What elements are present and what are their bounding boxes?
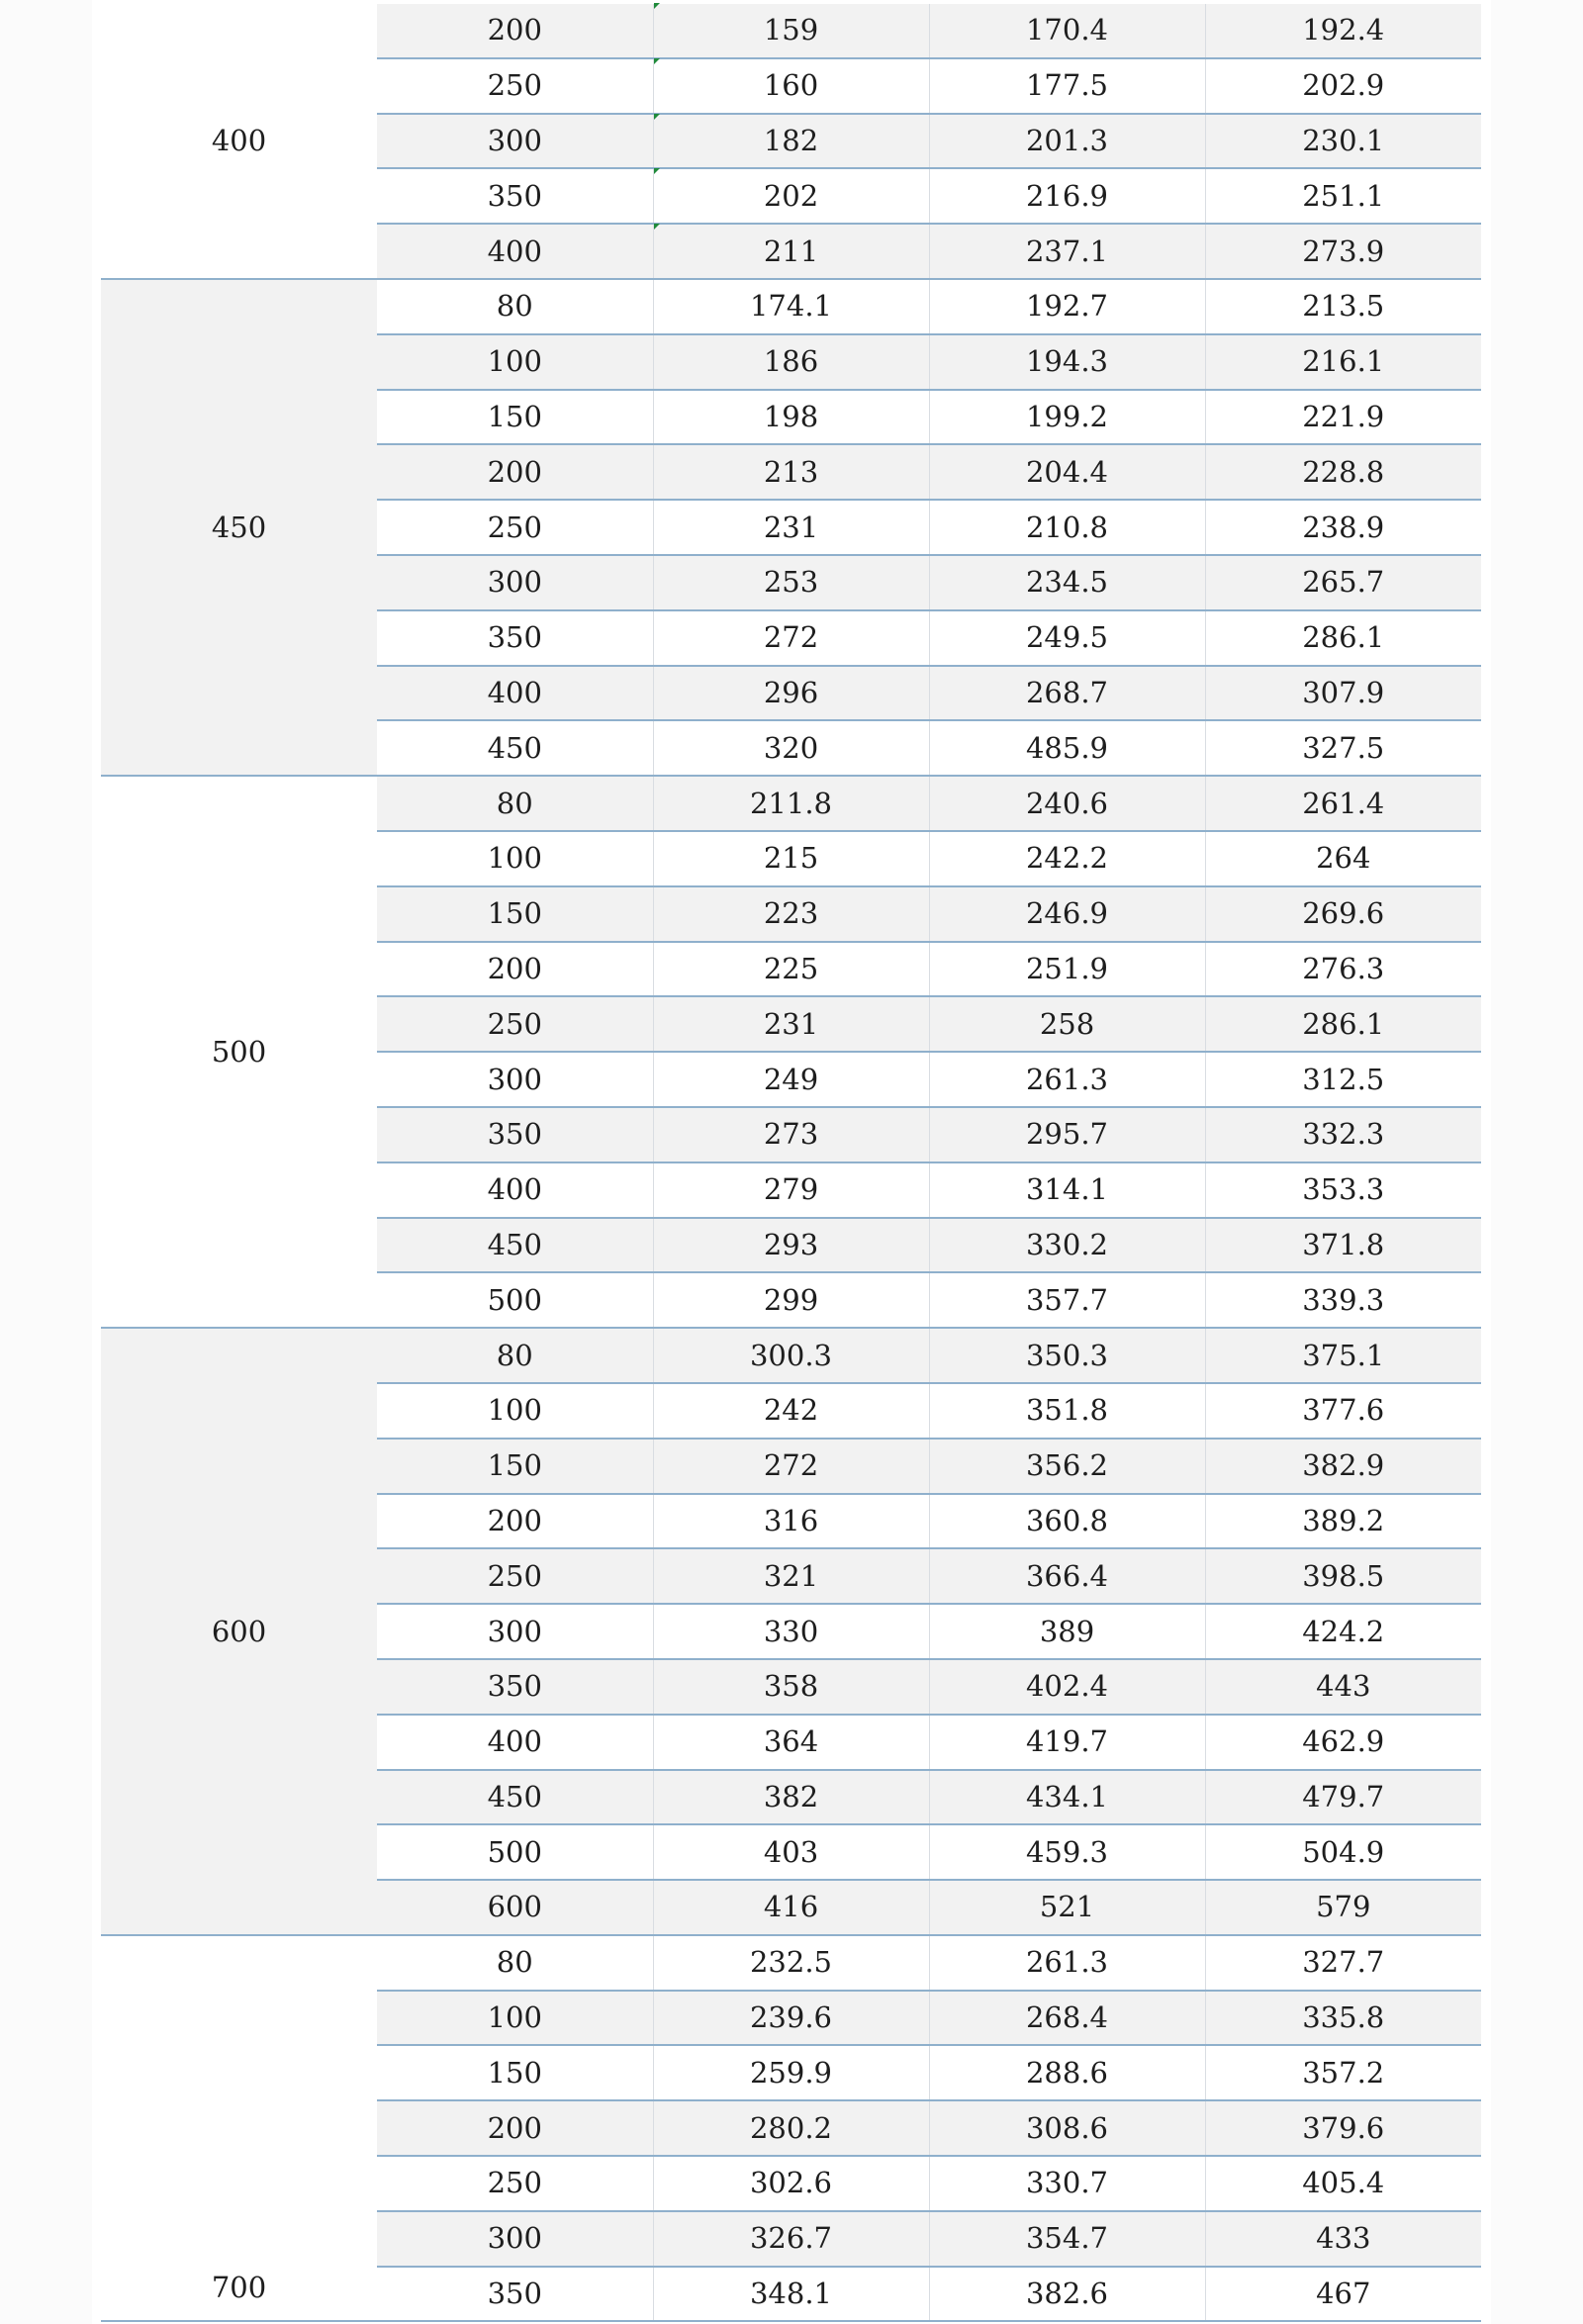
branch-size-cell: 250	[377, 58, 653, 114]
value-cell: 405.4	[1205, 2156, 1481, 2211]
value-cell: 521	[929, 1880, 1205, 1935]
value-cell: 211.8	[653, 776, 929, 831]
branch-size-cell: 150	[377, 886, 653, 942]
value-cell: 379.6	[1205, 2100, 1481, 2156]
value-cell: 330	[653, 1604, 929, 1659]
branch-size-cell: 350	[377, 2267, 653, 2322]
value-cell: 276.3	[1205, 942, 1481, 997]
value-cell: 335.8	[1205, 1991, 1481, 2046]
value-cell: 177.5	[929, 58, 1205, 114]
table-body	[101, 4, 1481, 2321]
value-cell: 192.4	[1205, 4, 1481, 58]
branch-size-cell: 200	[377, 1494, 653, 1549]
value-cell: 358	[653, 1659, 929, 1715]
branch-size-cell: 400	[377, 666, 653, 721]
value-cell: 242.2	[929, 831, 1205, 886]
branch-size-cell: 350	[377, 1659, 653, 1715]
value-cell: 272	[653, 610, 929, 666]
value-cell: 371.8	[1205, 1218, 1481, 1273]
value-cell: 160	[653, 58, 929, 114]
value-cell: 326.7	[653, 2211, 929, 2267]
value-cell: 215	[653, 831, 929, 886]
value-cell: 479.7	[1205, 1770, 1481, 1825]
value-cell: 201.3	[929, 114, 1205, 169]
branch-size-cell: 80	[377, 1935, 653, 1991]
value-cell: 223	[653, 886, 929, 942]
group-nominal-size-cell: 400	[101, 4, 377, 279]
branch-size-cell: 400	[377, 1162, 653, 1218]
value-cell: 288.6	[929, 2045, 1205, 2100]
branch-size-cell: 350	[377, 610, 653, 666]
value-cell: 213	[653, 444, 929, 500]
value-cell: 312.5	[1205, 1052, 1481, 1107]
value-cell: 467	[1205, 2267, 1481, 2322]
value-cell: 330.2	[929, 1218, 1205, 1273]
value-cell: 504.9	[1205, 1824, 1481, 1880]
value-cell: 264	[1205, 831, 1481, 886]
value-cell: 198	[653, 390, 929, 445]
value-cell: 389	[929, 1604, 1205, 1659]
value-cell: 295.7	[929, 1107, 1205, 1162]
branch-size-cell: 200	[377, 4, 653, 58]
branch-size-cell: 500	[377, 1272, 653, 1328]
value-cell: 251.9	[929, 942, 1205, 997]
value-cell: 402.4	[929, 1659, 1205, 1715]
branch-size-cell: 150	[377, 1439, 653, 1494]
branch-size-cell: 450	[377, 1218, 653, 1273]
branch-size-cell: 100	[377, 1991, 653, 2046]
value-cell: 419.7	[929, 1715, 1205, 1770]
value-cell: 357.2	[1205, 2045, 1481, 2100]
value-cell: 268.7	[929, 666, 1205, 721]
branch-size-cell: 300	[377, 2211, 653, 2267]
branch-size-cell: 450	[377, 720, 653, 776]
value-cell: 300.3	[653, 1328, 929, 1383]
specification-table	[101, 4, 1481, 2322]
value-cell: 321	[653, 1548, 929, 1604]
value-cell: 459.3	[929, 1824, 1205, 1880]
value-cell: 269.6	[1205, 886, 1481, 942]
value-cell: 353.3	[1205, 1162, 1481, 1218]
value-cell: 259.9	[653, 2045, 929, 2100]
value-cell: 302.6	[653, 2156, 929, 2211]
value-cell: 299	[653, 1272, 929, 1328]
value-cell: 357.7	[929, 1272, 1205, 1328]
branch-size-cell: 400	[377, 224, 653, 279]
value-cell: 216.1	[1205, 334, 1481, 390]
group-nominal-size-cell: 450	[101, 279, 377, 776]
value-cell: 296	[653, 666, 929, 721]
value-cell: 211	[653, 224, 929, 279]
branch-size-cell: 300	[377, 1052, 653, 1107]
value-cell: 194.3	[929, 334, 1205, 390]
value-cell: 204.4	[929, 444, 1205, 500]
value-cell: 443	[1205, 1659, 1481, 1715]
value-cell: 246.9	[929, 886, 1205, 942]
value-cell: 234.5	[929, 555, 1205, 610]
value-cell: 261.4	[1205, 776, 1481, 831]
value-cell: 356.2	[929, 1439, 1205, 1494]
value-cell: 230.1	[1205, 114, 1481, 169]
value-cell: 261.3	[929, 1935, 1205, 1991]
branch-size-cell: 250	[377, 996, 653, 1052]
value-cell: 364	[653, 1715, 929, 1770]
value-cell: 434.1	[929, 1770, 1205, 1825]
value-cell: 237.1	[929, 224, 1205, 279]
value-cell: 286.1	[1205, 996, 1481, 1052]
branch-size-cell: 150	[377, 390, 653, 445]
value-cell: 272	[653, 1439, 929, 1494]
branch-size-cell: 250	[377, 500, 653, 555]
value-cell: 462.9	[1205, 1715, 1481, 1770]
branch-size-cell: 600	[377, 1880, 653, 1935]
branch-size-cell: 200	[377, 2100, 653, 2156]
value-cell: 238.9	[1205, 500, 1481, 555]
value-cell: 232.5	[653, 1935, 929, 1991]
value-cell: 327.5	[1205, 720, 1481, 776]
value-cell: 249	[653, 1052, 929, 1107]
branch-size-cell: 400	[377, 1715, 653, 1770]
value-cell: 202.9	[1205, 58, 1481, 114]
value-cell: 286.1	[1205, 610, 1481, 666]
table-row	[101, 1935, 1481, 1991]
value-cell: 265.7	[1205, 555, 1481, 610]
value-cell: 316	[653, 1494, 929, 1549]
value-cell: 273.9	[1205, 224, 1481, 279]
value-cell: 403	[653, 1824, 929, 1880]
value-cell: 327.7	[1205, 1935, 1481, 1991]
branch-size-cell: 500	[377, 1824, 653, 1880]
value-cell: 485.9	[929, 720, 1205, 776]
branch-size-cell: 80	[377, 776, 653, 831]
value-cell: 268.4	[929, 1991, 1205, 2046]
value-cell: 225	[653, 942, 929, 997]
value-cell: 251.1	[1205, 168, 1481, 224]
branch-size-cell: 350	[377, 168, 653, 224]
value-cell: 424.2	[1205, 1604, 1481, 1659]
value-cell: 231	[653, 500, 929, 555]
value-cell: 174.1	[653, 279, 929, 334]
value-cell: 210.8	[929, 500, 1205, 555]
value-cell: 273	[653, 1107, 929, 1162]
value-cell: 360.8	[929, 1494, 1205, 1549]
branch-size-cell: 350	[377, 1107, 653, 1162]
value-cell: 240.6	[929, 776, 1205, 831]
value-cell: 199.2	[929, 390, 1205, 445]
value-cell: 339.3	[1205, 1272, 1481, 1328]
value-cell: 398.5	[1205, 1548, 1481, 1604]
branch-size-cell: 100	[377, 334, 653, 390]
value-cell: 320	[653, 720, 929, 776]
branch-size-cell: 300	[377, 1604, 653, 1659]
branch-size-cell: 150	[377, 2045, 653, 2100]
value-cell: 382.9	[1205, 1439, 1481, 1494]
table-row	[101, 279, 1481, 334]
table-row	[101, 4, 1481, 58]
value-cell: 307.9	[1205, 666, 1481, 721]
branch-size-cell: 80	[377, 279, 653, 334]
value-cell: 377.6	[1205, 1383, 1481, 1439]
branch-size-cell: 300	[377, 555, 653, 610]
value-cell: 354.7	[929, 2211, 1205, 2267]
value-cell: 221.9	[1205, 390, 1481, 445]
value-cell: 239.6	[653, 1991, 929, 2046]
value-cell: 348.1	[653, 2267, 929, 2322]
value-cell: 382	[653, 1770, 929, 1825]
value-cell: 182	[653, 114, 929, 169]
branch-size-cell: 300	[377, 114, 653, 169]
value-cell: 389.2	[1205, 1494, 1481, 1549]
value-cell: 202	[653, 168, 929, 224]
document-page	[92, 0, 1491, 2324]
table-row	[101, 1328, 1481, 1383]
value-cell: 249.5	[929, 610, 1205, 666]
group-nominal-size-cell: 500	[101, 776, 377, 1328]
branch-size-cell: 450	[377, 1770, 653, 1825]
branch-size-cell: 100	[377, 1383, 653, 1439]
table-row	[101, 776, 1481, 831]
value-cell: 416	[653, 1880, 929, 1935]
value-cell: 579	[1205, 1880, 1481, 1935]
value-cell: 242	[653, 1383, 929, 1439]
value-cell: 213.5	[1205, 279, 1481, 334]
branch-size-cell: 250	[377, 2156, 653, 2211]
value-cell: 351.8	[929, 1383, 1205, 1439]
value-cell: 293	[653, 1218, 929, 1273]
branch-size-cell: 200	[377, 444, 653, 500]
value-cell: 228.8	[1205, 444, 1481, 500]
value-cell: 170.4	[929, 4, 1205, 58]
value-cell: 253	[653, 555, 929, 610]
value-cell: 433	[1205, 2211, 1481, 2267]
value-cell: 231	[653, 996, 929, 1052]
value-cell: 366.4	[929, 1548, 1205, 1604]
group-nominal-size-cell: 600	[101, 1328, 377, 1935]
value-cell: 258	[929, 996, 1205, 1052]
value-cell: 192.7	[929, 279, 1205, 334]
branch-size-cell: 80	[377, 1328, 653, 1383]
value-cell: 332.3	[1205, 1107, 1481, 1162]
value-cell: 350.3	[929, 1328, 1205, 1383]
branch-size-cell: 200	[377, 942, 653, 997]
value-cell: 314.1	[929, 1162, 1205, 1218]
value-cell: 375.1	[1205, 1328, 1481, 1383]
value-cell: 308.6	[929, 2100, 1205, 2156]
value-cell: 279	[653, 1162, 929, 1218]
value-cell: 216.9	[929, 168, 1205, 224]
value-cell: 261.3	[929, 1052, 1205, 1107]
value-cell: 186	[653, 334, 929, 390]
branch-size-cell: 250	[377, 1548, 653, 1604]
value-cell: 330.7	[929, 2156, 1205, 2211]
value-cell: 159	[653, 4, 929, 58]
value-cell: 280.2	[653, 2100, 929, 2156]
value-cell: 382.6	[929, 2267, 1205, 2322]
group-nominal-size-cell: 700	[101, 1935, 377, 2322]
branch-size-cell: 100	[377, 831, 653, 886]
